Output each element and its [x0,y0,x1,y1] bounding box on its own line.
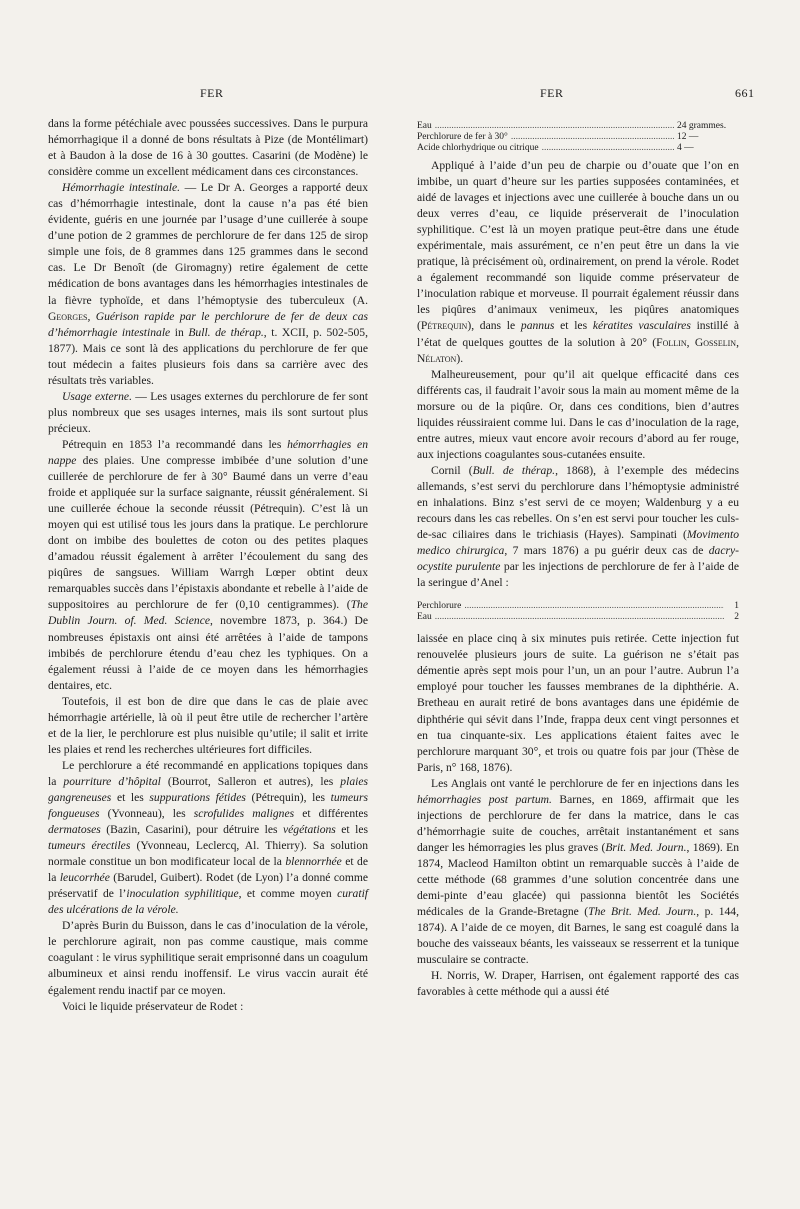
paragraph: Malheureusement, pour qu’il ait quelque efficacité dans ces différents cas, il faudrait l’avoir sous la main au moment même de la morsure ou de la piqûre. Or, dans ces conditions, bien d’autres liquides réussiraient comme lui. Dans le cas d’inoculation de la rage, entre autres, mieux vaut encore avoir recours d’abord au fer rouge, aux injections coagulantes sous-cutanées ensuite. [417,367,739,461]
paragraph: Pétrequin en 1853 l’a recommandé dans les hémorrhagies en nappe des plaies. Une compresse imbibée d’une solution d’une cuillerée de perchlorure de fer à 30° Baumé dans un verre d’eau froide et appliquée sur la surface saignante, réussit généralement. Si une cuillerée échoue la seconde réussit (Pétrequin). C’est là un moyen qui est utilisé tous les jours dans la pratique. Le perchlorure dont on imbibe des boulettes de coton ou des petites plaques d’amadou réussit également à arrêter l’écoulement du sang des piqûres de sangsues. William Warrgh Lœper obtint deux remarquables succès dans l’épistaxis abondante et rebelle à l’aide de suppositoires au perchlorure de fer (0,10 centigrammes). (The Dublin Journ. of. Med. Science, novembre 1873, p. 364.) De nombreuses épistaxis ont ainsi été arrêtées à l’aide de tampons imbibés de perchlorure étendu d’eau chez les typhiques. On a également réussi à l’aide de ce moyen dans les hémorrhagies dentaires, etc. [48,437,368,692]
formula-sampinati [417,601,739,623]
paragraph: Appliqué à l’aide d’un peu de charpie ou d’ouate que l’on en imbibe, un quart d’heure sur les parties supposées contaminées, et aidé de lavages et injections avec une cuillerée à bouche dans un ou deux verres d’eau, ce liquide préserverait de l’inoculation syphilitique. C’est là un moyen pratique peut-être dans une étude expérimentale, mais assurément, ce n’en peut être un dans la vie pratique, là précisément où, ordinairement, on prend la vérole. Rodet a également recommandé son liquide comme préservateur de l’inoculation rabique et morveuse. Il pourrait également réussir dans les piqûres d’animaux venimeux, les piqûres anatomiques (Pétrequin), dans le pannus et les kératites vasculaires instillé à l’état de quelques gouttes de la solution à 20° (Follin, Gosselin, Nélaton). [417,159,739,365]
left-column [48,116,368,1015]
paragraph: laissée en place cinq à six minutes puis retirée. Cette injection fut renouvelée plusieurs jours de suite. La guérison ne s’était pas démentie après sept mois pour l’un, un an pour l’autre. Aubrun l’a employé pour toucher les fausses membranes de la diphthérie. A. Bretheau en aurait retiré de bons avantages dans une épidémie de diphthérie qui sévit dans l’Inde, frappa deux cent vingt personnes et en tua cinquante-six. Les applications étaient faites avec le perchlorure marquant 30°, et trois ou quatre fois par jour (Thèse de Paris, n° 168, 1876). [417,632,739,774]
formula-row: Eau ..... 2 [417,612,739,623]
page-number: 661 [735,86,755,100]
formula-row: Eau ..... 24 grammes. [417,121,739,132]
running-header-center: FER [540,86,564,100]
paragraph: Usage externe. — Les usages externes du perchlorure de fer sont plus nombreux que ses usages internes, mais ils sont surtout plus précieux. [48,389,368,435]
formula-rodet [417,121,739,154]
paragraph: Le perchlorure a été recommandé en applications topiques dans la pourriture d’hôpital (Bourrot, Salleron et autres), les plaies gangreneuses et les suppurations fétides (Pétrequin), les tumeurs fongueuses (Yvonneau), les scrofulides malignes et différentes dermatoses (Bazin, Casarini), pour détruire les végétations et les tumeurs érectiles (Yvonneau, Leclercq, Al. Thierry). Sa solution normale constitue un bon modificateur local de la blennorrhée et de la leucorrhée (Barudel, Guibert). Rodet (de Lyon) l’a donné comme préservatif de l’inoculation syphilitique, et comme moyen curatif des ulcérations de la vérole. [48,758,369,917]
paragraph: Toutefois, il est bon de dire que dans le cas de plaie avec hémorrhagie artérielle, là où il peut être utile de rechercher l’artère et de la lier, le perchlorure est plus nuisible qu’utile; il salit et irrite les plaies et rend les recherches ultérieures fort difficiles. [48,694,368,756]
right-column [417,121,739,1000]
paragraph: Les Anglais ont vanté le perchlorure de fer en injections dans les hémorrhagies post partum. Barnes, en 1869, affirmait que les injections de perchlorure de fer dans la matrice, dans le cas d’hémorrhagie suite de couches, arrêtait instantanément et sans danger les hémorragies les plus graves (Brit. Med. Journ., 1869). En 1874, Macleod Hamilton obtint un remarquable succès à l’aide de cette méthode (68 grammes d’une solution concentrée dans une demi-pinte d’eau glacée) qui passionna bientôt les Sociétés médicales de la Grande-Bretagne (The Brit. Med. Journ., p. 144, 1874). A l’aide de ce moyen, dit Barnes, le sang est coagulé dans la bouche des vaisseaux béants, les vaisseaux se resserrent et la tunique musculaire se contracte. [417,776,740,967]
running-header-left: FER [200,86,224,100]
paragraph: Hémorrhagie intestinale. — Le Dr A. Georges a rapporté deux cas d’hémorrhagie intestinale, dont la cause n’a pas été bien évidente, guéris en une journée par l’usage d’une cuillerée à soupe d’une potion de 2 grammes de perchlorure de fer dans 125 de sirop simple une fois, de 8 grammes dans 125 grammes dans le second cas. Le Dr Benoît (de Giromagny) retire également de cette médication de bons avantages dans les hémorrhagies intestinales de la fièvre typhoïde, et dans l’hémoptysie des tuberculeux (A. Georges, Guérison rapide par le perchlorure de fer de deux cas d’hémorrhagie intestinale in Bull. de thérap., t. XCII, p. 502-505, 1877). Mais ce sont là des applications du perchlorure de fer que tout médecin a faites plusieurs fois dans sa carrière avec des résultats très variables. [48,181,368,387]
paragraph: Cornil (Bull. de thérap., 1868), à l’exemple des médecins allemands, s’est servi du perchlorure dans l’hémoptysie administré en inhalations. Binz s’est servi de ce moyen; Waldenburg y a eu recours dans les cas rebelles. On s’en est servi pour toucher les culs-de-sac ciliaires dans le trichiasis (Hayes). Sampinati (Movimento medico chirurgica, 7 mars 1876) a pu guérir deux cas de dacry-ocystite purulente par les injections de perchlorure de fer à l’aide de la seringue d’Anel : [417,463,740,590]
formula-row: Perchlorure de fer à 30° ..... 12 — [417,132,739,143]
paragraph: Voici le liquide préservateur de Rodet : [62,999,244,1013]
formula-row: Acide chlorhydrique ou citrique ..... 4 — [417,143,739,154]
formula-row: Perchlorure ..... 1 [417,601,739,612]
paragraph: H. Norris, W. Draper, Harrisen, ont également rapporté des cas favorables à cette méthode qui a aussi été [417,969,739,999]
paragraph: dans la forme pétéchiale avec poussées successives. Dans le purpura hémorrhagique il a donné de bons résultats à Pize (de Montélimart) et à Baudon à la dose de 16 à 30 gouttes. Casarini (de Modène) le considère comme un excellent médicament dans ces circonstances. [48,117,368,179]
paragraph: D’après Burin du Buisson, dans le cas d’inoculation de la vérole, le perchlorure agirait, non pas comme caustique, mais comme coagulant : le virus syphilitique serait emprisonné dans un coagulum albumineux et ainsi rendu inoffensif. Le virus vaccin aurait été également rendu inactif par ce moyen. [48,919,368,997]
